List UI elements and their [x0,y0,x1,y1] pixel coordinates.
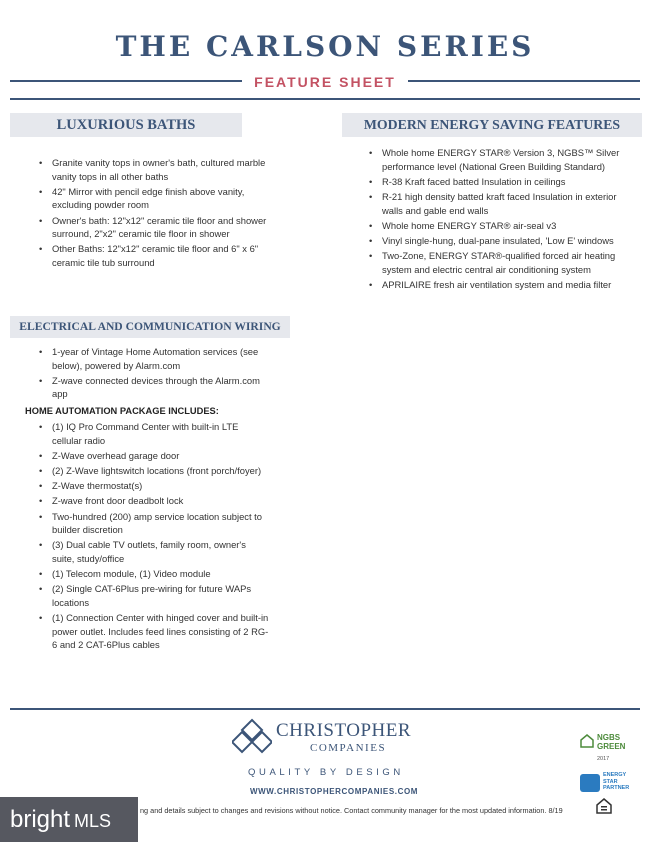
energy-list [364,146,626,293]
disclaimer: ng and details subject to changes and revisions without notice. Contact community manager for the most updated information. 8/19 [140,806,563,815]
watermark-mls: MLS [74,811,112,831]
ngbs-badge [580,730,628,766]
automation-item: • Z-Wave overhead garage door [52,449,270,463]
electrical-item: • 1-year of Vintage Home Automation services (see below), powered by Alarm.com [52,345,270,372]
energy-star-icon [580,774,600,792]
energy-item: • Vinyl single-hung, dual-pane insulated, 'Low E' windows [382,234,626,248]
energy-heading: MODERN ENERGY SAVING FEATURES [342,113,642,137]
company-url: WWW.CHRISTOPHERCOMPANIES.COM [250,787,419,796]
equal-housing-icon [596,798,612,814]
baths-item: • Other Baths: 12"x12" ceramic tile floor and 6" x 6" ceramic tile tub surround [52,242,270,269]
automation-list [34,420,270,653]
subtitle [0,74,650,90]
automation-item: • (1) Connection Center with hinged cover and built-in power outlet. Includes feed lines consisting of 2 RG-6 and 2 CAT-6Plus cables [52,611,270,652]
automation-heading: HOME AUTOMATION PACKAGE INCLUDES: [25,406,219,416]
energy-item: • APRILAIRE fresh air ventilation system and media filter [382,278,626,292]
baths-item: • 42" Mirror with pencil edge finish above vanity, excluding powder room [52,185,270,212]
energy-star-1: ENERGY [603,772,627,778]
automation-item: • Z-wave front door deadbolt lock [52,494,270,508]
energy-item: • Two-Zone, ENERGY STAR®-qualified forced air heating system and electric central air conditioning system [382,249,626,276]
energy-star-badge [580,772,630,794]
watermark-brand: bright [10,806,71,833]
house-icon [580,734,594,748]
baths-heading: LUXURIOUS BATHS [10,113,242,137]
automation-item: • (1) IQ Pro Command Center with built-in LTE cellular radio [52,420,270,447]
automation-item: • (2) Single CAT-6Plus pre-wiring for future WAPs locations [52,582,270,609]
subtitle-rule [10,98,640,100]
energy-item: • R-38 Kraft faced batted Insulation in ceilings [382,175,626,189]
electrical-heading: ELECTRICAL AND COMMUNICATION WIRING [10,316,290,338]
baths-item: • Owner's bath: 12"x12" ceramic tile floor and shower surround, 2"x2" ceramic tile floor in shower [52,214,270,241]
energy-star-2: STAR [603,778,618,785]
energy-star-3: PARTNER [603,785,630,791]
electrical-list [34,345,270,403]
ngbs-line2: GREEN [597,742,626,751]
energy-item: • Whole home ENERGY STAR® Version 3, NGBS™ Silver performance level (National Green Building Standard) [382,146,626,173]
baths-item: • Granite vanity tops in owner's bath, cultured marble vanity tops in all other baths [52,156,270,183]
electrical-item: • Z-wave connected devices through the Alarm.com app [52,374,270,401]
subtitle-label: FEATURE SHEET [242,74,408,90]
page-title: THE CARLSON SERIES [115,30,535,63]
automation-item: • (1) Telecom module, (1) Video module [52,567,270,581]
company-name: CHRISTOPHER [276,720,412,741]
company-logo-icon [232,718,272,758]
energy-item: • R-21 high density batted kraft faced Insulation in exterior walls and gable end walls [382,190,626,217]
ngbs-year: 2017 [597,756,610,762]
automation-item: • Two-hundred (200) amp service location subject to builder discretion [52,510,270,537]
automation-item: • Z-Wave thermostat(s) [52,479,270,493]
automation-item: • (2) Z-Wave lightswitch locations (front porch/foyer) [52,464,270,478]
automation-item: • (3) Dual cable TV outlets, family room, owner's suite, study/office [52,538,270,565]
energy-item: • Whole home ENERGY STAR® air-seal v3 [382,219,626,233]
company-sub: COMPANIES [310,742,387,754]
bright-mls-watermark [0,797,138,842]
baths-list [34,156,270,271]
footer-rule [10,708,640,710]
ngbs-line1: NGBS [597,733,621,742]
tagline: QUALITY BY DESIGN [248,767,404,778]
